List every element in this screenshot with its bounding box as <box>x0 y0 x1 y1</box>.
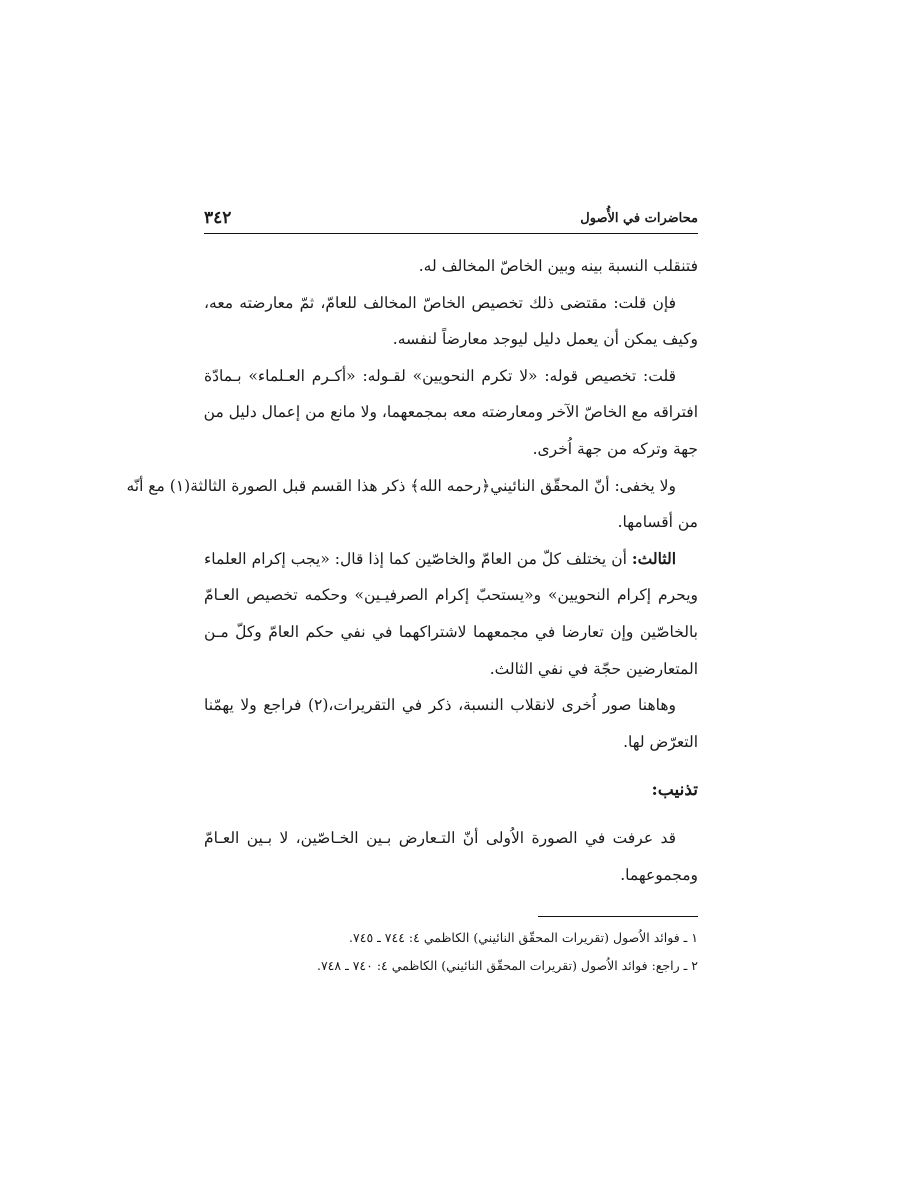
line-text: التعرّض لها. <box>623 732 698 751</box>
line-text: فإن قلت: مقتضى ذلك تخصيص الخاصّ المخالف للعامّ، ثمّ معارضته معه، <box>204 293 676 312</box>
text-line <box>126 468 698 505</box>
line-text: جهة وتركه من جهة اُخرى. <box>532 439 698 458</box>
line-text: قد عرفت في الصورة الاُولى أنّ التـعارض بـين الخـاصّين، لا بـين العـامّ <box>204 829 676 848</box>
line-text: فتنقلب النسبة بينه وبين الخاصّ المخالف له. <box>418 257 698 275</box>
line-text: قلت: تخصيص قوله: «لا تكرم النحويين» لقـوله: «أكـرم العـلماء» بـمادّة <box>204 366 676 385</box>
book-page <box>126 0 698 1200</box>
line-text: من أقسامها. <box>617 513 698 532</box>
bold-lead: الثالث: <box>631 548 676 568</box>
footnote-separator <box>538 916 698 917</box>
text-line <box>204 321 698 358</box>
line-text: ولا يخفى: أنّ المحقّق النائيني﴿رحمه الله﴾ ذكر هذا القسم قبل الصورة الثالثة(١) مع أنّه <box>126 476 676 495</box>
text-line <box>204 285 698 322</box>
line-text: أن يختلف كلّ من العامّ والخاصّين كما إذا قال: «يجب إكرام العلماء <box>204 549 632 568</box>
paragraph-block <box>126 248 698 760</box>
section-heading: تذنيب: <box>651 780 698 801</box>
footnote-1: ١ ـ فوائد الاُصول (تقريرات المحقّق النائيني) الكاظمي ٤: ٧٤٤ ـ ٧٤٥. <box>349 930 698 945</box>
paragraph-block <box>204 820 698 893</box>
text-line <box>204 431 698 468</box>
section-gap <box>204 760 698 770</box>
text-line <box>204 820 698 857</box>
text-line <box>204 577 698 614</box>
text-line <box>204 651 698 688</box>
line-text: ويحرم إكرام النحويين» و«يستحبّ إكرام الصرفيـين» وحكمه تخصيص العـامّ <box>204 586 698 605</box>
footnote-2: ٢ ـ راجع: فوائد الاُصول (تقريرات المحقّق النائيني) الكاظمي ٤: ٧٤٠ ـ ٧٤٨. <box>316 958 698 973</box>
text-line <box>204 614 698 651</box>
text-line <box>204 394 698 431</box>
running-title: محاضرات في الأُصول <box>580 210 698 226</box>
line-text: افتراقه مع الخاصّ الآخر ومعارضته معه بمجمعهما، ولا مانع من إعمال دليل من <box>203 403 698 422</box>
line-text: وكيف يمكن أن يعمل دليل ليوجد معارضاً لنفسه. <box>392 330 698 349</box>
text-line <box>204 724 698 761</box>
line-text: ومجموعهما. <box>620 865 698 884</box>
text-line <box>204 687 698 724</box>
main-text <box>126 248 698 894</box>
text-line <box>204 504 698 541</box>
text-line <box>204 358 698 395</box>
section-gap <box>204 810 698 820</box>
line-text: المتعارضين حجّة في نفي الثالث. <box>489 659 698 678</box>
line-text: بالخاصّين وإن تعارضا في مجمعهما لاشتراكهما في نفي حكم العامّ وكلّ مـن <box>204 622 698 641</box>
text-line <box>204 857 698 894</box>
page-number: ٣٤٢ <box>204 208 232 228</box>
text-line <box>204 248 698 285</box>
line-text: وهاهنا صور اُخرى لانقلاب النسبة، ذكر في التقريرات،(٢) فراجع ولا يهمّنا <box>204 696 677 715</box>
text-line <box>204 541 698 578</box>
page-header <box>204 203 698 234</box>
